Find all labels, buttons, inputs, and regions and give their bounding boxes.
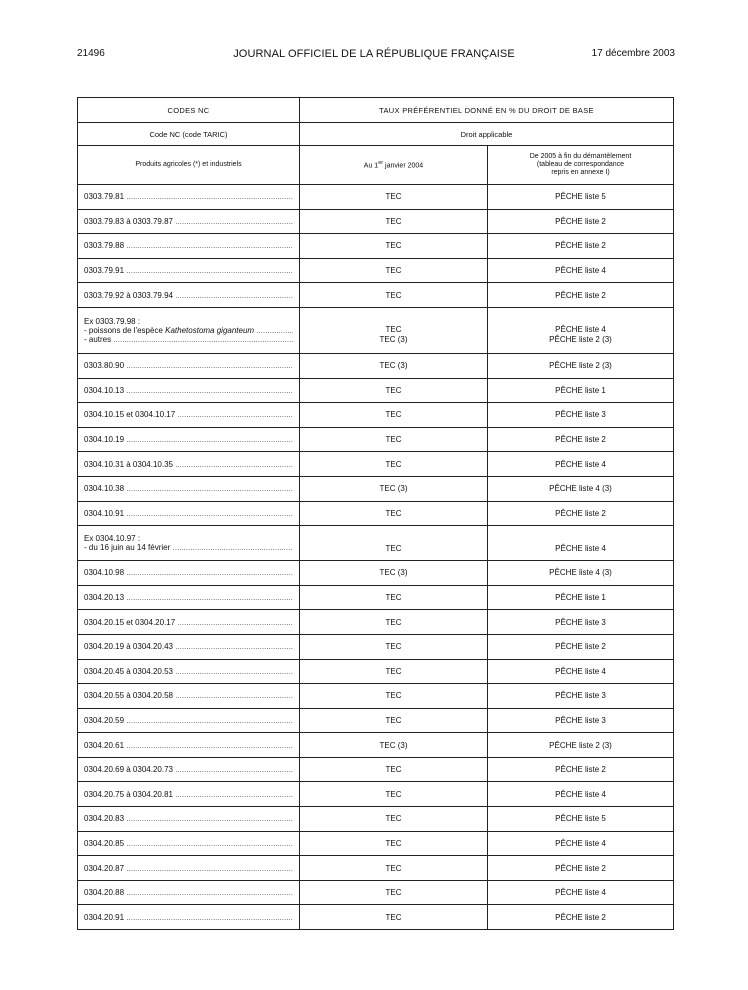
schedule-cell xyxy=(488,526,674,561)
code-text: 0304.10.13 ..... xyxy=(84,386,293,395)
code-text: 0304.20.69 à 0304.20.73 ..... xyxy=(84,765,293,774)
code-text: 0303.79.88 ..... xyxy=(84,241,293,250)
header-taux: TAUX PRÉFÉRENTIEL DONNÉ EN % DU DROIT DE BASE xyxy=(300,98,674,123)
schedule-cell: PÊCHE liste 3 xyxy=(488,708,674,733)
header-de-2005-line-1: De 2005 à fin du démantèlement xyxy=(529,152,632,160)
rate-cell: TEC xyxy=(300,807,488,832)
rate-text: TEC xyxy=(385,543,402,553)
schedule-cell: PÊCHE liste 4 xyxy=(488,659,674,684)
rate-line-1: TEC xyxy=(385,325,402,335)
code-line-2 xyxy=(84,326,293,335)
code-text: 0304.10.38 ..... xyxy=(84,484,293,493)
code-cell xyxy=(78,353,300,378)
code-cell xyxy=(78,610,300,635)
table-row xyxy=(78,831,674,856)
table-row xyxy=(78,452,674,477)
page-number: 21496 xyxy=(77,48,105,59)
rate-cell: TEC xyxy=(300,403,488,428)
schedule-cell: PÊCHE liste 2 xyxy=(488,905,674,930)
rate-cell: TEC xyxy=(300,283,488,308)
schedule-cell: PÊCHE liste 4 (3) xyxy=(488,476,674,501)
code-cell xyxy=(78,733,300,758)
code-cell xyxy=(78,880,300,905)
code-text: 0304.20.19 à 0304.20.43 ..... xyxy=(84,642,293,651)
rate-cell xyxy=(300,526,488,561)
code-text: 0303.79.83 à 0303.79.87 ..... xyxy=(84,217,293,226)
table-row xyxy=(78,378,674,403)
rate-cell: TEC xyxy=(300,634,488,659)
schedule-cell: PÊCHE liste 2 (3) xyxy=(488,733,674,758)
code-cell xyxy=(78,501,300,526)
schedule-cell: PÊCHE liste 4 xyxy=(488,831,674,856)
code-cell xyxy=(78,708,300,733)
code-text: 0303.79.81 ..... xyxy=(84,192,293,201)
header-au-1er-sup: er xyxy=(378,159,384,166)
table-row xyxy=(78,258,674,283)
schedule-cell: PÊCHE liste 2 xyxy=(488,757,674,782)
header-au-1er-suffix: janvier 2004 xyxy=(383,162,424,170)
table-row xyxy=(78,807,674,832)
table-row xyxy=(78,501,674,526)
rate-cell: TEC xyxy=(300,209,488,234)
code-text: 0304.10.19 ..... xyxy=(84,435,293,444)
header-codes-nc: CODES NC xyxy=(78,98,300,123)
schedule-text: PÊCHE liste 4 xyxy=(555,543,606,553)
rate-cell: TEC (3) xyxy=(300,561,488,586)
header-row-1 xyxy=(78,98,674,123)
rate-cell: TEC xyxy=(300,501,488,526)
table-row xyxy=(78,403,674,428)
table-row xyxy=(78,353,674,378)
rate-cell: TEC xyxy=(300,185,488,210)
schedule-cell: PÊCHE liste 1 xyxy=(488,378,674,403)
rate-cell: TEC xyxy=(300,708,488,733)
rate-cell: TEC xyxy=(300,782,488,807)
schedule-line-1: PÊCHE liste 4 xyxy=(555,325,606,335)
schedule-cell: PÊCHE liste 4 xyxy=(488,258,674,283)
rate-cell: TEC xyxy=(300,427,488,452)
table-row xyxy=(78,757,674,782)
code-cell xyxy=(78,258,300,283)
code-cell xyxy=(78,209,300,234)
schedule-cell: PÊCHE liste 4 xyxy=(488,452,674,477)
table-row xyxy=(78,283,674,308)
schedule-cell: PÊCHE liste 2 (3) xyxy=(488,353,674,378)
table-row xyxy=(78,561,674,586)
code-cell xyxy=(78,856,300,881)
code-text: 0304.10.98 ..... xyxy=(84,568,293,577)
table-row xyxy=(78,610,674,635)
schedule-cell: PÊCHE liste 1 xyxy=(488,585,674,610)
code-line-3: - autres ..... xyxy=(84,335,293,344)
table-row xyxy=(78,659,674,684)
header-de-2005-line-2: (tableau de correspondance xyxy=(536,160,625,168)
rate-cell: TEC xyxy=(300,905,488,930)
header-au-1er-prefix: Au 1 xyxy=(363,162,379,170)
schedule-cell: PÊCHE liste 2 xyxy=(488,283,674,308)
code-cell xyxy=(78,561,300,586)
code-text: 0303.79.92 à 0303.79.94 ..... xyxy=(84,291,293,300)
header-de-2005 xyxy=(488,146,674,185)
rate-cell: TEC xyxy=(300,831,488,856)
header-au-1er-janvier xyxy=(300,146,488,185)
schedule-cell: PÊCHE liste 2 xyxy=(488,427,674,452)
table-row-multi xyxy=(78,526,674,561)
schedule-cell: PÊCHE liste 3 xyxy=(488,684,674,709)
schedule-cell: PÊCHE liste 2 xyxy=(488,234,674,259)
code-cell xyxy=(78,234,300,259)
schedule-cell: PÊCHE liste 5 xyxy=(488,807,674,832)
header-code-taric: Code NC (code TARIC) xyxy=(78,123,300,146)
header-droit-applicable: Droit applicable xyxy=(300,123,674,146)
code-line-2b: Kathetostoma giganteum xyxy=(165,325,255,335)
table-row xyxy=(78,708,674,733)
header-row-2 xyxy=(78,123,674,146)
code-line-2: - du 16 juin au 14 février ..... xyxy=(84,543,293,552)
code-text: 0304.20.13 ..... xyxy=(84,593,293,602)
schedule-cell: PÊCHE liste 3 xyxy=(488,403,674,428)
header-row-3 xyxy=(78,146,674,185)
table-row xyxy=(78,427,674,452)
code-text: 0304.20.87 ..... xyxy=(84,864,293,873)
code-cell xyxy=(78,452,300,477)
code-cell xyxy=(78,378,300,403)
schedule-cell xyxy=(488,307,674,353)
schedule-cell: PÊCHE liste 2 xyxy=(488,209,674,234)
rate-cell: TEC xyxy=(300,378,488,403)
code-cell xyxy=(78,307,300,353)
code-cell xyxy=(78,757,300,782)
table-row xyxy=(78,585,674,610)
rate-cell: TEC xyxy=(300,684,488,709)
rate-cell: TEC xyxy=(300,757,488,782)
table-row xyxy=(78,782,674,807)
code-line-1: Ex 0304.10.97 : xyxy=(84,534,141,544)
rate-cell: TEC xyxy=(300,659,488,684)
rate-cell: TEC xyxy=(300,258,488,283)
code-cell xyxy=(78,585,300,610)
publication-date: 17 décembre 2003 xyxy=(591,48,675,59)
rate-cell xyxy=(300,307,488,353)
code-text: 0304.20.59 ..... xyxy=(84,716,293,725)
rate-cell: TEC xyxy=(300,452,488,477)
code-cell xyxy=(78,476,300,501)
schedule-cell: PÊCHE liste 4 xyxy=(488,880,674,905)
code-cell xyxy=(78,185,300,210)
code-text: 0304.20.88 ..... xyxy=(84,888,293,897)
code-text: 0304.20.91 ..... xyxy=(84,913,293,922)
code-text: 0304.10.15 et 0304.10.17 ..... xyxy=(84,410,293,419)
code-cell xyxy=(78,684,300,709)
code-text: 0303.80.90 ..... xyxy=(84,361,293,370)
code-text: 0304.20.83 ..... xyxy=(84,814,293,823)
table-row xyxy=(78,634,674,659)
rate-cell: TEC (3) xyxy=(300,476,488,501)
schedule-cell: PÊCHE liste 4 xyxy=(488,782,674,807)
rate-cell: TEC xyxy=(300,234,488,259)
code-cell xyxy=(78,905,300,930)
rate-cell: TEC xyxy=(300,856,488,881)
code-cell xyxy=(78,403,300,428)
code-text: 0304.10.91 ..... xyxy=(84,509,293,518)
table-row xyxy=(78,905,674,930)
code-cell xyxy=(78,831,300,856)
tariff-table xyxy=(77,97,674,930)
table-row xyxy=(78,856,674,881)
code-line-2a: - poissons de l'espèce xyxy=(84,325,166,335)
code-text: 0304.20.45 à 0304.20.53 ..... xyxy=(84,667,293,676)
rate-cell: TEC (3) xyxy=(300,733,488,758)
table-row xyxy=(78,185,674,210)
schedule-cell: PÊCHE liste 2 xyxy=(488,856,674,881)
schedule-cell: PÊCHE liste 4 (3) xyxy=(488,561,674,586)
table-row xyxy=(78,209,674,234)
table-row xyxy=(78,880,674,905)
rate-cell: TEC (3) xyxy=(300,353,488,378)
code-cell xyxy=(78,807,300,832)
rate-line-2: TEC (3) xyxy=(379,335,408,345)
schedule-cell: PÊCHE liste 2 xyxy=(488,634,674,659)
code-line-1: Ex 0303.79.98 : xyxy=(84,316,141,326)
table-row xyxy=(78,234,674,259)
code-cell xyxy=(78,634,300,659)
code-text: 0304.20.55 à 0304.20.58 ..... xyxy=(84,691,293,700)
rate-cell: TEC xyxy=(300,585,488,610)
table-row xyxy=(78,733,674,758)
code-text: 0303.79.91 ..... xyxy=(84,266,293,275)
code-text: 0304.20.15 et 0304.20.17 ..... xyxy=(84,618,293,627)
code-cell xyxy=(78,782,300,807)
schedule-cell: PÊCHE liste 3 xyxy=(488,610,674,635)
code-text: 0304.20.85 ..... xyxy=(84,839,293,848)
table-row xyxy=(78,684,674,709)
schedule-cell: PÊCHE liste 5 xyxy=(488,185,674,210)
code-cell xyxy=(78,283,300,308)
header-produits: Produits agricoles (*) et industriels xyxy=(78,146,300,185)
table-row-multi xyxy=(78,307,674,353)
rate-cell: TEC xyxy=(300,610,488,635)
code-cell xyxy=(78,526,300,561)
schedule-line-2: PÊCHE liste 2 (3) xyxy=(549,335,612,345)
code-cell xyxy=(78,427,300,452)
code-text: 0304.20.75 à 0304.20.81 ..... xyxy=(84,790,293,799)
table-row xyxy=(78,476,674,501)
header-de-2005-line-3: repris en annexe I) xyxy=(551,169,610,177)
schedule-cell: PÊCHE liste 2 xyxy=(488,501,674,526)
code-text: 0304.10.31 à 0304.10.35 ..... xyxy=(84,460,293,469)
rate-cell: TEC xyxy=(300,880,488,905)
code-text: 0304.20.61 ..... xyxy=(84,741,293,750)
journal-title: JOURNAL OFFICIEL DE LA RÉPUBLIQUE FRANÇAISE xyxy=(233,48,515,60)
code-cell xyxy=(78,659,300,684)
